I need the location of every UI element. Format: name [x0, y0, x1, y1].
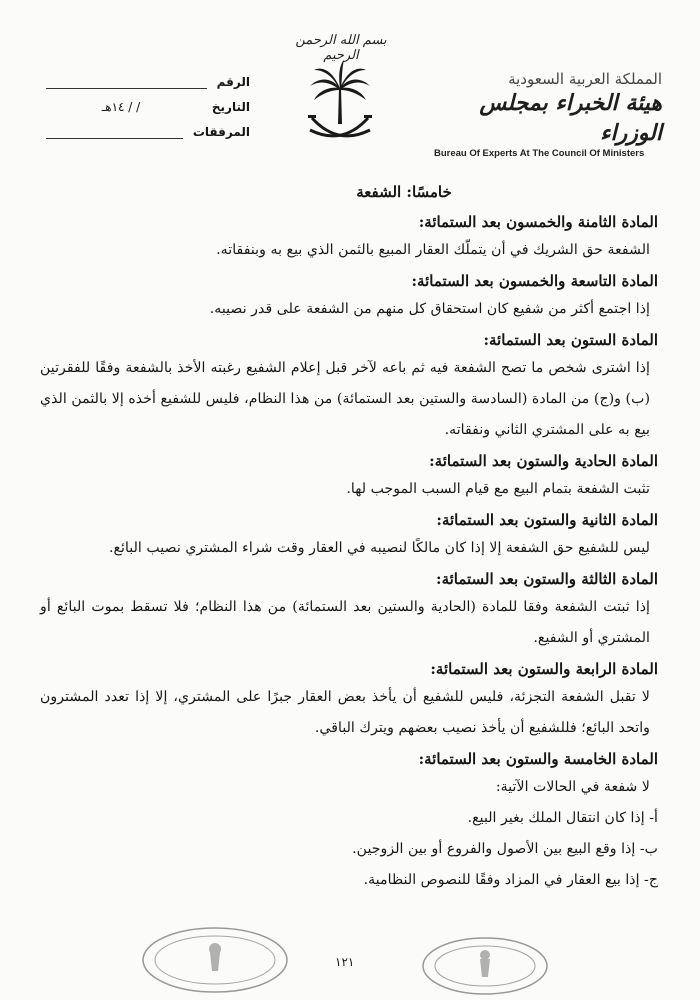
article-title: المادة الثانية والستون بعد الستمائة: [436, 511, 658, 529]
list-item: أ- إذا كان انتقال الملك بغير البيع. [467, 810, 658, 826]
article-title: المادة الحادية والستون بعد الستمائة: [429, 452, 658, 470]
document-body [40, 183, 658, 896]
article-text: إذا اجتمع أكثر من شفيع كان استحقاق كل منهم من الشفعة على قدر نصيبه. [209, 301, 650, 317]
article-title: المادة الخامسة والستون بعد الستمائة: [418, 750, 658, 768]
ref-line [46, 75, 207, 89]
article [40, 327, 658, 446]
reference-fields [40, 64, 250, 139]
list-item: ج- إذا بيع العقار في المزاد وفقًا للنصوص النظامية. [363, 872, 658, 888]
palm-swords-emblem-icon [300, 58, 380, 148]
article-text: ليس للشفيع حق الشفعة إلا إذا كان مالكًا لنصيبه في العقار وقت شراء المشتري نصيب البائع. [108, 540, 650, 556]
article-text: إذا ثبتت الشفعة وفقا للمادة (الحادية والستين بعد الستمائة) من هذا النظام؛ فلا تسقط بموت البائع أو المشتري أو الشفيع. [40, 599, 650, 646]
section-title: خامسًا: الشفعة [356, 183, 452, 201]
attachments-label: المرفقات [192, 125, 250, 139]
date-row [40, 89, 250, 114]
list-item: ب- إذا وقع البيع بين الأصول والفروع أو بين الزوجين. [352, 841, 658, 857]
ref-label: الرقم [216, 75, 250, 89]
article [40, 656, 658, 744]
article [40, 746, 658, 896]
article-title: المادة الثالثة والستون بعد الستمائة: [436, 570, 658, 588]
organization-logo [412, 70, 662, 159]
article [40, 448, 658, 505]
org-name-en: Bureau Of Experts At The Council Of Ministers [434, 148, 645, 159]
article [40, 507, 658, 564]
date-value: / / ١٤هـ [101, 100, 141, 114]
article [40, 566, 658, 654]
basmala: بسم الله الرحمن الرحيم [295, 33, 387, 63]
article-text: تثبت الشفعة بتمام البيع مع قيام السبب الموجب لها. [346, 481, 650, 497]
official-stamp-right-icon [420, 935, 550, 997]
date-label: التاريخ [211, 100, 250, 114]
ref-row [40, 64, 250, 89]
article-title: المادة التاسعة والخمسون بعد الستمائة: [411, 272, 658, 290]
article [40, 268, 658, 325]
article-title: المادة الستون بعد الستمائة: [483, 331, 658, 349]
article-title: المادة الرابعة والستون بعد الستمائة: [430, 660, 658, 678]
org-name: هيئة الخبراء بمجلس الوزراء [479, 90, 662, 146]
article [40, 209, 658, 266]
article-text: لا تقبل الشفعة التجزئة، فليس للشفيع أن يأخذ بعض العقار جبرًا على المشتري، إلا إذا تعدد المشترون واتحد البائع؛ فللشفيع أن يأخذ نصيب بعضهم ويترك الباقي. [40, 689, 650, 736]
attachments-line [46, 125, 183, 139]
attachments-row [40, 114, 250, 139]
article-text: إذا اشترى شخص ما تصح الشفعة فيه ثم باعه لآخر قبل إعلام الشفيع رغبته الأخذ بالشفعة وفقًا للفقرتين (ب) و(ج) من المادة (السادسة والستين بعد الستمائة) من هذا النظام، فليس للشفيع أخذه إلا بالثمن الذي بيع به على المشتري الثاني ونفقاته. [40, 360, 650, 438]
article-title: المادة الثامنة والخمسون بعد الستمائة: [418, 213, 658, 231]
page-number: ١٢١ [335, 955, 355, 969]
article-text: الشفعة حق الشريك في أن يتملّك العقار المبيع بالثمن الذي بيع به وبنفقاته. [216, 242, 650, 258]
official-stamp-left-icon [140, 925, 290, 995]
org-country: المملكة العربية السعودية [508, 70, 662, 88]
article-text: لا شفعة في الحالات الآتية: [495, 779, 650, 795]
